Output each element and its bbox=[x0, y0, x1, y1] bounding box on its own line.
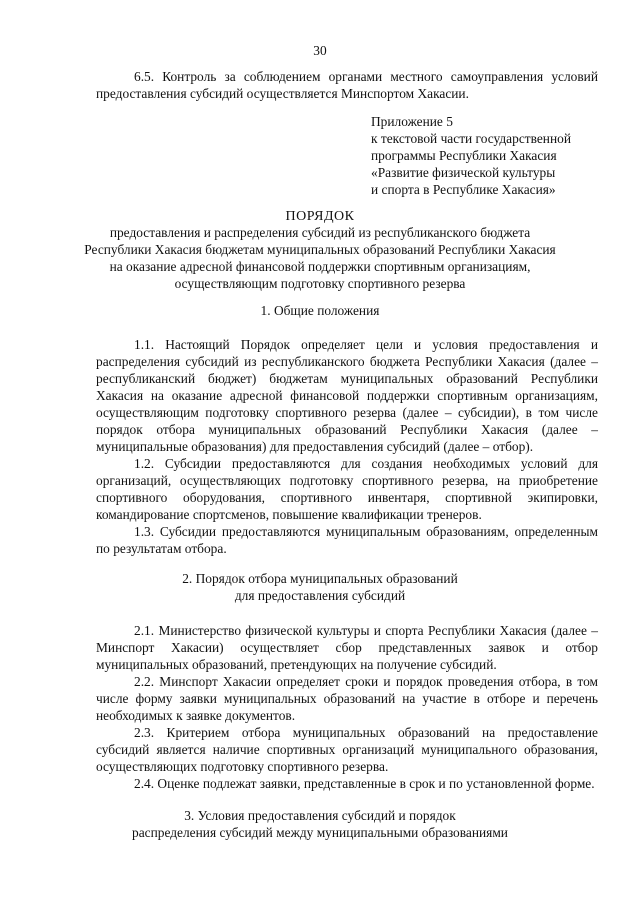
top-paragraph-block bbox=[96, 68, 598, 102]
section-2-heading-line: 2. Порядок отбора муниципальных образований bbox=[182, 571, 458, 586]
paragraph-1-1: 1.1. Настоящий Порядок определяет цели и условия предоставления и распределения субсидий из республиканского бюджета Республики Хакасия (далее – республиканский бюджет) бюджетам муниципальных образований Республики Хакасия на оказание адресной финансовой поддержки спортивным организациям, осуществляющим подготовку спортивного резерва (далее – субсидии), в том числе порядок отбора муниципальных образований Республики Хакасия (далее – муниципальные образования) для предоставления субсидий (далее – отбор). bbox=[96, 337, 598, 454]
subtitle-line: Республики Хакасия бюджетам муниципальных образований Республики Хакасия bbox=[84, 242, 556, 257]
subtitle-line: на оказание адресной финансовой поддержки спортивным организациям, bbox=[109, 259, 531, 274]
page-number: 30 bbox=[313, 43, 327, 58]
document-title: ПОРЯДОК bbox=[285, 209, 355, 224]
paragraph-2-1: 2.1. Министерство физической культуры и спорта Республики Хакасия (далее – Минспорт Хакасии) осуществляет сбор представленных заявок и отбор муниципальных образований, претендующих на получение субсидий. bbox=[96, 623, 598, 672]
section-3-heading bbox=[0, 807, 640, 841]
subtitle-line: предоставления и распределения субсидий из республиканского бюджета bbox=[109, 225, 531, 240]
paragraph-2-3: 2.3. Критерием отбора муниципальных образований на предоставление субсидий является наличие спортивных организаций муниципального образования, осуществляющих подготовку спортивного резерва. bbox=[96, 725, 598, 774]
annex-line: и спорта в Республике Хакасия» bbox=[371, 182, 556, 197]
section-1-heading: 1. Общие положения bbox=[260, 303, 380, 318]
section-2-heading-line: для предоставления субсидий bbox=[234, 588, 406, 603]
paragraph-2-4: 2.4. Оценке подлежат заявки, представленные в срок и по установленной форме. bbox=[134, 776, 595, 791]
section-2-heading bbox=[0, 570, 640, 604]
section-2-body bbox=[96, 622, 598, 792]
paragraph-1-3: 1.3. Субсидии предоставляются муниципальным образованиям, определенным по результатам отбора. bbox=[96, 524, 598, 556]
paragraph-6-5: 6.5. Контроль за соблюдением органами местного самоуправления условий предоставления субсидий осуществляется Минспортом Хакасии. bbox=[96, 69, 598, 101]
annex-line: Приложение 5 bbox=[371, 114, 453, 129]
paragraph-1-2: 1.2. Субсидии предоставляются для создания необходимых условий для организаций, осуществляющих подготовку спортивного резерва, на приобретение спортивного оборудования, спортивного инвентаря, спортивной экипировки, командирование спортсменов, повышение квалификации тренеров. bbox=[96, 456, 598, 522]
annex-line: программы Республики Хакасия bbox=[371, 148, 557, 163]
document-subtitle bbox=[0, 224, 640, 292]
paragraph-2-2: 2.2. Минспорт Хакасии определяет сроки и порядок проведения отбора, в том числе форму заявки муниципальных образований на участие в отборе и перечень необходимых к заявке документов. bbox=[96, 674, 598, 723]
section-1-body bbox=[96, 336, 598, 557]
section-3-heading-line: распределения субсидий между муниципальными образованиями bbox=[132, 825, 508, 840]
annex-line: к текстовой части государственной bbox=[371, 131, 571, 146]
annex-block bbox=[371, 113, 601, 198]
subtitle-line: осуществляющим подготовку спортивного резерва bbox=[174, 276, 466, 291]
section-3-heading-line: 3. Условия предоставления субсидий и порядок bbox=[184, 808, 456, 823]
annex-line: «Развитие физической культуры bbox=[371, 165, 556, 180]
